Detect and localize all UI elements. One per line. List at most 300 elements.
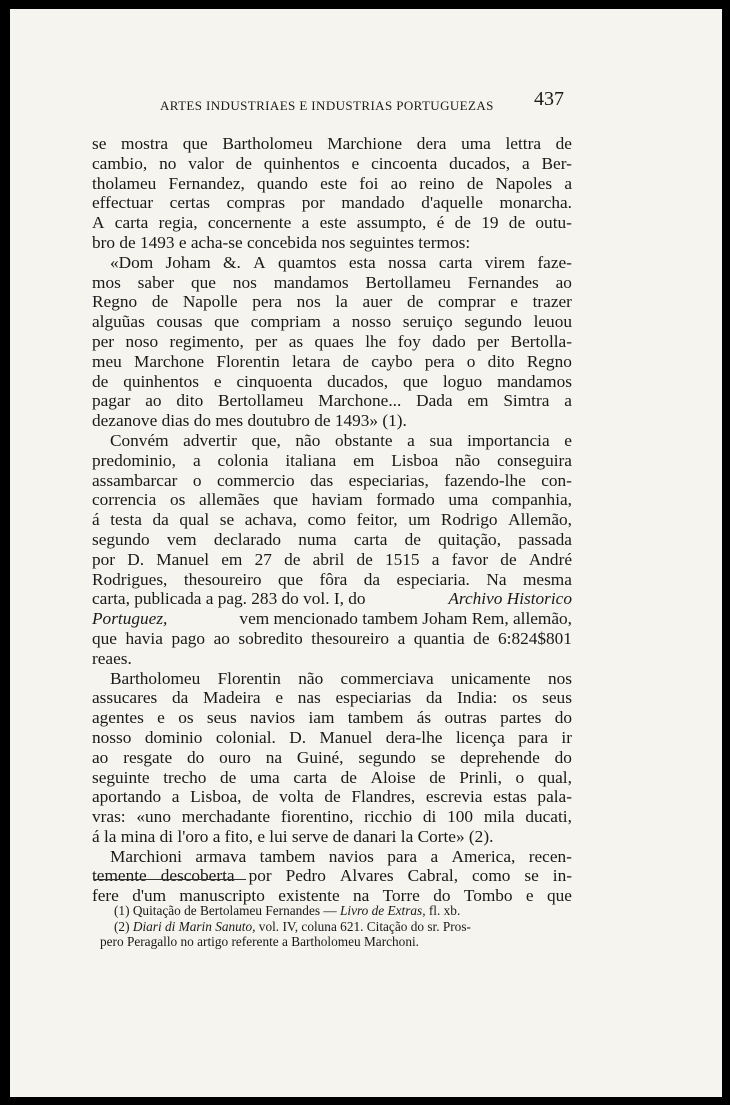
word: Marchone... bbox=[318, 391, 402, 411]
footnote-1 bbox=[100, 903, 566, 919]
word: na bbox=[265, 747, 283, 767]
word: da bbox=[426, 688, 443, 708]
word: nos bbox=[232, 272, 257, 292]
word: tholameu bbox=[92, 173, 157, 193]
word: por bbox=[301, 193, 325, 213]
word: Torre bbox=[382, 886, 420, 906]
word: especiarias, bbox=[348, 470, 429, 490]
word: virem bbox=[484, 252, 526, 272]
word: dito bbox=[487, 351, 515, 371]
word: leuou bbox=[533, 312, 572, 332]
word: Fernandes bbox=[467, 272, 539, 292]
word: os bbox=[178, 708, 194, 728]
word: os bbox=[169, 490, 186, 510]
word: thesoureiro bbox=[183, 569, 262, 589]
word: havia bbox=[125, 628, 163, 648]
text-line bbox=[92, 253, 572, 273]
word: este bbox=[320, 173, 348, 193]
word: obstante bbox=[334, 430, 393, 450]
word: do bbox=[554, 708, 572, 728]
word: navios bbox=[250, 708, 296, 728]
word: 100 bbox=[447, 807, 474, 827]
word: quitação, bbox=[438, 529, 502, 549]
word: 6:824$801 bbox=[498, 628, 572, 648]
word: por bbox=[92, 549, 116, 569]
word: Rodrigo bbox=[440, 510, 498, 530]
word: Lisboa, bbox=[190, 787, 242, 807]
footnote-italic: Diari di Marin Sanuto, bbox=[132, 918, 256, 934]
word: Alvares bbox=[339, 866, 394, 886]
text-line bbox=[92, 708, 572, 728]
word: nossa bbox=[388, 252, 427, 272]
running-header: ARTES INDUSTRIAES E INDUSTRIAS PORTUGUEZAS bbox=[160, 98, 494, 113]
word: fiorentino, bbox=[280, 807, 354, 827]
word: uma bbox=[448, 490, 479, 510]
word: ducati, bbox=[525, 807, 572, 827]
text-line bbox=[92, 688, 572, 708]
text-line bbox=[92, 471, 572, 491]
text-line: bro de 1493 e acha-se concebida nos seguintes termos: bbox=[92, 232, 471, 252]
word: Napoles bbox=[495, 173, 553, 193]
word: Convém bbox=[110, 430, 169, 450]
word: vras: bbox=[92, 807, 126, 827]
word: merchadante bbox=[181, 807, 271, 827]
word: de bbox=[342, 351, 359, 371]
word: advertir bbox=[183, 430, 237, 450]
word: como bbox=[472, 866, 511, 886]
text-run: carta, publicada a pag. 283 do vol. I, do bbox=[92, 589, 366, 609]
word: não bbox=[455, 450, 481, 470]
word: monarcha. bbox=[499, 193, 572, 213]
word: Cabral, bbox=[407, 866, 459, 886]
word: armava bbox=[195, 846, 247, 866]
page-number: 437 bbox=[534, 88, 564, 110]
word: que bbox=[546, 886, 572, 906]
word: tambem bbox=[259, 846, 316, 866]
text-line bbox=[92, 589, 572, 609]
word: ás bbox=[416, 708, 432, 728]
text-line bbox=[92, 550, 572, 570]
text-line bbox=[92, 490, 572, 510]
word: deprehende bbox=[460, 747, 540, 767]
word: Bartholomeu bbox=[110, 668, 201, 688]
word: para bbox=[387, 846, 418, 866]
word: mandamos bbox=[497, 371, 572, 391]
word: para bbox=[518, 727, 548, 747]
word: nos bbox=[547, 668, 572, 688]
word: regimento, bbox=[169, 331, 244, 351]
word: importancia bbox=[467, 430, 550, 450]
word: Bartholomeu bbox=[222, 134, 313, 153]
word: Bertollameu bbox=[365, 272, 451, 292]
word: se bbox=[219, 510, 235, 530]
word: conseguira bbox=[497, 450, 572, 470]
word: mostra bbox=[121, 134, 169, 153]
word: pera bbox=[252, 292, 282, 312]
text-line bbox=[92, 847, 572, 867]
text-line bbox=[92, 332, 572, 352]
word: de bbox=[284, 549, 301, 569]
word: de bbox=[555, 134, 572, 153]
word: foy bbox=[397, 331, 421, 351]
word: resgate bbox=[123, 747, 173, 767]
word: America, bbox=[451, 846, 516, 866]
word: 27 bbox=[254, 549, 272, 569]
footnote-2 bbox=[100, 919, 566, 935]
word: esta bbox=[348, 252, 376, 272]
word: segundo bbox=[358, 747, 416, 767]
word: Florentin bbox=[217, 668, 281, 688]
word: carta bbox=[114, 213, 149, 233]
word: dominio bbox=[144, 727, 203, 747]
word: um bbox=[408, 510, 431, 530]
word: seguinte bbox=[92, 767, 150, 787]
word: A bbox=[92, 213, 105, 233]
text-line bbox=[92, 391, 572, 411]
word: que bbox=[92, 628, 117, 648]
word: de bbox=[508, 213, 526, 233]
word: quantia bbox=[413, 628, 465, 648]
word: ao bbox=[555, 272, 572, 292]
word: o bbox=[466, 351, 476, 371]
word: per bbox=[255, 331, 278, 351]
word: 19 bbox=[481, 213, 499, 233]
word: comprar bbox=[437, 292, 496, 312]
word: Tombo bbox=[463, 886, 513, 906]
text-line bbox=[92, 213, 572, 233]
word: Florentin bbox=[216, 351, 280, 371]
word: uma bbox=[461, 134, 491, 153]
word: Allemão, bbox=[508, 510, 572, 530]
word: trecho bbox=[163, 767, 207, 787]
word: carta bbox=[293, 767, 327, 787]
word: que bbox=[273, 490, 299, 510]
text-line bbox=[92, 728, 572, 748]
word: companhia, bbox=[491, 490, 572, 510]
word: partes bbox=[500, 708, 542, 728]
word: dito bbox=[176, 391, 204, 411]
word: Dada bbox=[416, 391, 453, 411]
word: fôra bbox=[319, 569, 348, 589]
word: reino bbox=[419, 173, 455, 193]
word: de bbox=[340, 767, 357, 787]
word: per bbox=[477, 331, 500, 351]
word: e bbox=[525, 886, 534, 906]
word: especiaria. bbox=[396, 569, 470, 589]
word: haviam bbox=[311, 490, 363, 510]
word: descoberta bbox=[160, 866, 235, 886]
word: em bbox=[353, 450, 375, 470]
text-line bbox=[92, 193, 572, 213]
word: carta bbox=[353, 529, 388, 549]
word: A bbox=[253, 252, 266, 272]
footnote-rule bbox=[94, 879, 246, 880]
word: de bbox=[324, 787, 341, 807]
book-title-italic: Portuguez, bbox=[92, 609, 168, 629]
text-line bbox=[92, 273, 572, 293]
word: regia, bbox=[158, 213, 198, 233]
word: compras bbox=[226, 193, 286, 213]
word: achava, bbox=[244, 510, 298, 530]
word: vem bbox=[166, 529, 197, 549]
word: Regno bbox=[526, 351, 572, 371]
word: «Dom bbox=[110, 252, 154, 272]
word: na bbox=[353, 886, 370, 906]
word: recen- bbox=[528, 846, 572, 866]
word: dera-lhe bbox=[385, 727, 443, 747]
word: qual, bbox=[537, 767, 572, 787]
footnote-text: (1) Quitação de Bertolameu Fernandes — bbox=[114, 903, 340, 918]
word: la bbox=[335, 292, 348, 312]
word: é bbox=[436, 213, 445, 233]
word: existente bbox=[278, 886, 340, 906]
word: que bbox=[191, 272, 216, 292]
text-line bbox=[92, 154, 572, 174]
word: iam bbox=[308, 708, 335, 728]
book-title-italic: Archivo Historico bbox=[448, 589, 572, 609]
word: seus bbox=[542, 688, 572, 708]
word: manuscripto bbox=[179, 886, 265, 906]
text-line bbox=[92, 629, 572, 649]
word: de bbox=[235, 153, 252, 173]
word: Aloise bbox=[370, 767, 416, 787]
word: no bbox=[159, 153, 177, 173]
word: uma bbox=[249, 767, 280, 787]
text-line bbox=[92, 510, 572, 530]
word: formado bbox=[376, 490, 435, 510]
text-line bbox=[92, 292, 572, 312]
word: de bbox=[454, 213, 471, 233]
word: ducados, bbox=[327, 371, 389, 391]
word: nos bbox=[296, 292, 321, 312]
word: e bbox=[351, 153, 360, 173]
word: in- bbox=[552, 866, 572, 886]
word: dado bbox=[432, 331, 466, 351]
word: per bbox=[92, 331, 115, 351]
word: declarado bbox=[213, 529, 281, 549]
word: assambarcar bbox=[92, 470, 178, 490]
word: colonial. bbox=[215, 727, 276, 747]
word: outras bbox=[444, 708, 487, 728]
word: e bbox=[510, 292, 518, 312]
word: thesoureiro bbox=[311, 628, 390, 648]
word: ao bbox=[145, 391, 162, 411]
text-line bbox=[92, 352, 572, 372]
word: Marchioni bbox=[110, 846, 182, 866]
text-line: á la mina di l'oro a fito, e lui serve de danari la Corte» (2). bbox=[92, 826, 494, 846]
word: Napolle bbox=[182, 292, 238, 312]
word: ao bbox=[92, 747, 109, 767]
word: ouro bbox=[219, 747, 251, 767]
word: se bbox=[524, 866, 539, 886]
word: Manuel bbox=[156, 549, 210, 569]
word: especiarias bbox=[335, 688, 412, 708]
word: mandamos bbox=[273, 272, 349, 292]
word: loguo bbox=[442, 371, 483, 391]
word: ao bbox=[390, 173, 407, 193]
word: pagar bbox=[92, 391, 131, 411]
word: «uno bbox=[136, 807, 171, 827]
word: compriam bbox=[250, 312, 321, 332]
word: pago bbox=[171, 628, 206, 648]
text-line bbox=[92, 431, 572, 451]
word: meu bbox=[92, 351, 122, 371]
word: qual bbox=[179, 510, 210, 530]
word: da bbox=[171, 688, 189, 708]
word: auer bbox=[362, 292, 393, 312]
word: as bbox=[288, 331, 304, 351]
word: passada bbox=[518, 529, 572, 549]
word: Simtra bbox=[503, 391, 550, 411]
word: o bbox=[192, 470, 202, 490]
word: que bbox=[214, 312, 240, 332]
word: temente bbox=[92, 866, 147, 886]
word: cousas bbox=[156, 312, 203, 332]
word: em bbox=[221, 549, 243, 569]
word: nosso bbox=[92, 727, 132, 747]
text-line bbox=[92, 609, 572, 629]
word: nosso bbox=[351, 312, 392, 332]
word: tambem bbox=[347, 708, 404, 728]
word: nas bbox=[297, 688, 321, 708]
word: André bbox=[528, 549, 572, 569]
word: agentes bbox=[92, 708, 144, 728]
word: navios bbox=[328, 846, 374, 866]
word: Pedro bbox=[285, 866, 326, 886]
word: outu- bbox=[535, 213, 572, 233]
word: que bbox=[182, 134, 208, 153]
word: unicamente bbox=[450, 668, 531, 688]
word: este bbox=[319, 213, 347, 233]
word: D. bbox=[289, 727, 307, 747]
word: trazer bbox=[532, 292, 572, 312]
word: di bbox=[422, 807, 437, 827]
text-line bbox=[92, 669, 572, 689]
text-line bbox=[92, 807, 572, 827]
word: mila bbox=[483, 807, 515, 827]
word: se bbox=[92, 134, 107, 153]
text-line bbox=[92, 748, 572, 768]
word: licença bbox=[455, 727, 505, 747]
body-text bbox=[92, 134, 572, 906]
word: dera bbox=[416, 134, 447, 153]
text-line bbox=[92, 787, 572, 807]
word: seus bbox=[206, 708, 237, 728]
word: saber bbox=[137, 272, 175, 292]
word: e bbox=[275, 688, 283, 708]
word: Marchione bbox=[327, 134, 403, 153]
text-line: dezanove dias do mes doutubro de 1493» (1). bbox=[92, 411, 407, 431]
word: a bbox=[430, 846, 439, 866]
text-line bbox=[92, 134, 572, 154]
word: pala- bbox=[537, 787, 572, 807]
word: quaes bbox=[314, 331, 354, 351]
footnote-text: vol. IV, coluna 621. Citação do sr. Pros- bbox=[255, 918, 471, 934]
word: Na bbox=[486, 569, 507, 589]
word: concernente bbox=[207, 213, 292, 233]
word: seruiço bbox=[402, 312, 453, 332]
text-line bbox=[92, 570, 572, 590]
word: favor bbox=[451, 549, 489, 569]
word: segundo bbox=[92, 529, 150, 549]
word: e bbox=[564, 430, 572, 450]
word: a bbox=[332, 312, 341, 332]
word: allemães bbox=[198, 490, 260, 510]
word: cincoenta bbox=[371, 153, 438, 173]
word: quamtos bbox=[277, 252, 337, 272]
word: da bbox=[363, 569, 381, 589]
word: effectuar bbox=[92, 193, 154, 213]
word: como bbox=[307, 510, 346, 530]
word: Joham bbox=[165, 252, 211, 272]
word: ricchio bbox=[364, 807, 413, 827]
word: segundo bbox=[464, 312, 522, 332]
word: ao bbox=[213, 628, 230, 648]
word: foi bbox=[359, 173, 379, 193]
word: a bbox=[301, 213, 310, 233]
word: aportando bbox=[92, 787, 162, 807]
word: os bbox=[512, 688, 528, 708]
word: a bbox=[564, 173, 572, 193]
word: de bbox=[151, 292, 169, 312]
text-line bbox=[92, 530, 572, 550]
word: Manuel bbox=[319, 727, 373, 747]
word: em bbox=[467, 391, 489, 411]
word: e bbox=[157, 708, 165, 728]
word: Fernandez, bbox=[168, 173, 245, 193]
word: Regno bbox=[92, 292, 138, 312]
word: Marchone bbox=[134, 351, 205, 371]
word: de bbox=[500, 549, 517, 569]
word: a bbox=[431, 549, 440, 569]
text-line bbox=[92, 372, 572, 392]
word: de bbox=[220, 767, 237, 787]
word: por bbox=[248, 866, 272, 886]
word: a bbox=[192, 450, 201, 470]
word: quinhentos bbox=[263, 153, 340, 173]
word: de bbox=[404, 529, 421, 549]
word: Bertollameu bbox=[218, 391, 304, 411]
footnotes bbox=[100, 903, 566, 950]
word: o bbox=[515, 767, 525, 787]
footnote-italic: Livro de Extras, bbox=[339, 903, 426, 918]
word: de bbox=[92, 371, 109, 391]
text-line bbox=[92, 451, 572, 471]
word: de bbox=[356, 549, 373, 569]
word: mesma bbox=[522, 569, 572, 589]
word: d'aquelle bbox=[421, 193, 483, 213]
text-line bbox=[92, 866, 572, 886]
word: con- bbox=[541, 470, 572, 490]
word: não bbox=[295, 430, 321, 450]
word: sua bbox=[429, 430, 453, 450]
word: do bbox=[433, 886, 451, 906]
word: escrevia bbox=[425, 787, 483, 807]
word: da bbox=[152, 510, 169, 530]
text-line: reaes. bbox=[92, 648, 132, 668]
word: do bbox=[187, 747, 205, 767]
word: numa bbox=[298, 529, 337, 549]
word: de bbox=[429, 767, 446, 787]
word: cinquoenta bbox=[236, 371, 313, 391]
word: de bbox=[252, 787, 269, 807]
word: assucares bbox=[92, 688, 158, 708]
word: lhe bbox=[365, 331, 387, 351]
word: e bbox=[213, 371, 222, 391]
word: d'um bbox=[132, 886, 167, 906]
word: Bertolla- bbox=[510, 331, 572, 351]
text-run: vem mencionado tambem Joham Rem, allemão, bbox=[239, 609, 572, 629]
